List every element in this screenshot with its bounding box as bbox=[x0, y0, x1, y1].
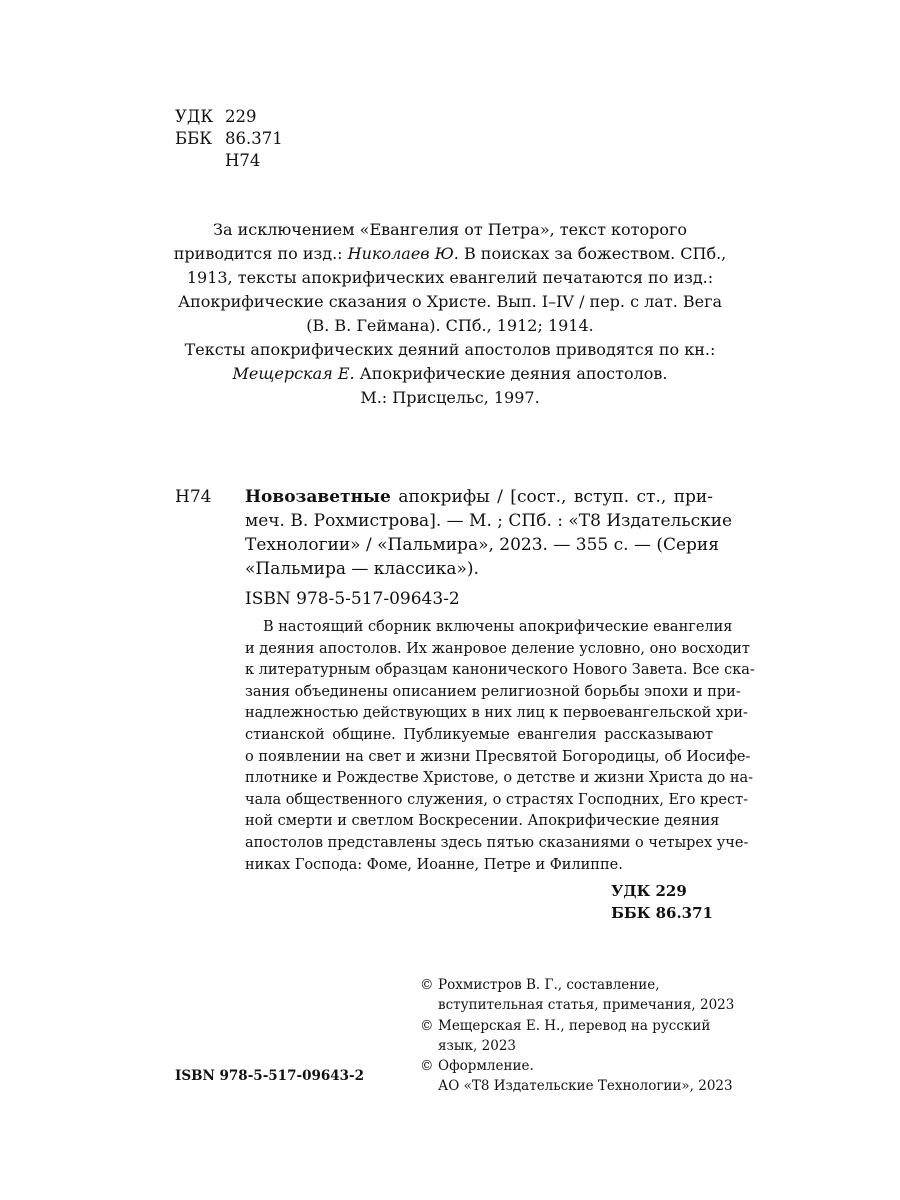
annotation-line: ной смерти и светлом Воскресении. Апокрифические деяния bbox=[245, 813, 720, 830]
note-line: Апокрифические сказания о Христе. Вып. I–IV / пер. с лат. Вега bbox=[177, 292, 723, 311]
annotation-line: и деяния апостолов. Их жанровое деление условно, оно восходит bbox=[245, 640, 750, 657]
annotation-line: о появлении на свет и жизни Пресвятой Богородицы, об Иосифе- bbox=[245, 748, 751, 765]
copyright-icon: © bbox=[420, 977, 434, 993]
annotation bbox=[245, 617, 755, 876]
copyright-item: © Рохмистров В. Г., составление, вступительная статья, примечания, 2023 bbox=[420, 975, 720, 1016]
annotation-line: надлежностью действующих в них лиц к первоевангельской хри- bbox=[245, 705, 748, 722]
copyright-item: © Мещерская Е. Н., перевод на русский язык, 2023 bbox=[420, 1016, 720, 1057]
copyright-block bbox=[420, 975, 735, 1097]
note-line: Мещерская Е. Апокрифические деяния апостолов. bbox=[232, 364, 668, 383]
bibliographic-entry bbox=[245, 485, 733, 581]
entry-line: Технологии» / «Пальмира», 2023. — 355 с. — (Серия bbox=[245, 535, 719, 555]
author-sign: Н74 bbox=[225, 151, 261, 170]
annotation-line: стианской общине. Публикуемые евангелия рассказывают bbox=[245, 726, 713, 743]
source-note bbox=[140, 218, 760, 410]
copyright-icon: © bbox=[420, 1017, 434, 1034]
entry-line: Новозаветные апокрифы / [сост., вступ. ст., при- bbox=[245, 487, 713, 507]
copyright-icon: © bbox=[420, 1058, 434, 1075]
note-line: 1913, тексты апокрифических евангелий печатаются по изд.: bbox=[186, 268, 714, 287]
bbk-bold: ББК 86.371 bbox=[611, 904, 713, 922]
classification-codes bbox=[175, 106, 283, 172]
annotation-line: плотнике и Рождестве Христове, о детстве и жизни Христа до на- bbox=[245, 770, 754, 787]
annotation-line: В настоящий сборник включены апокрифические евангелия bbox=[263, 619, 733, 635]
annotation-line: зания объединены описанием религиозной борьбы эпохи и при- bbox=[245, 683, 741, 700]
udk-bold: УДК 229 bbox=[611, 882, 687, 900]
note-line: За исключением «Евангелия от Петра», текст которого bbox=[212, 220, 688, 239]
udk-value: 229 bbox=[225, 107, 257, 126]
author-sign-row bbox=[175, 150, 283, 172]
annotation-line: к литературным образцам канонического Нового Завета. Все ска- bbox=[245, 662, 755, 679]
note-line: Тексты апокрифических деяний апостолов приводятся по кн.: bbox=[184, 340, 716, 359]
entry-line: меч. В. Рохмистрова]. — М. ; СПб. : «Т8 Издательские bbox=[245, 511, 733, 531]
note-author-nikolaev: Николаев Ю. bbox=[347, 244, 459, 263]
note-line: (В. В. Геймана). СПб., 1912; 1914. bbox=[306, 316, 594, 335]
entry-line: «Пальмира — классика»). bbox=[245, 559, 479, 579]
note-author-meshcherskaya: Мещерская Е. bbox=[232, 364, 355, 383]
entry-author-sign: Н74 bbox=[175, 487, 212, 507]
udk-label: УДК bbox=[175, 107, 214, 126]
udk-row bbox=[175, 106, 283, 128]
bbk-value: 86.371 bbox=[225, 129, 283, 148]
entry-isbn: ISBN 978-5-517-09643-2 bbox=[245, 589, 460, 609]
annotation-line: чала общественного служения, о страстях Господних, Его крест- bbox=[245, 791, 749, 808]
note-line: приводится по изд.: Николаев Ю. В поисках за божеством. СПб., bbox=[173, 244, 727, 263]
classification-codes-bold bbox=[611, 880, 713, 924]
bbk-row bbox=[175, 128, 283, 150]
bbk-label: ББК bbox=[175, 129, 213, 148]
copyright-item: © Оформление. АО «Т8 Издательские Технологии», 2023 bbox=[420, 1056, 720, 1097]
note-line: М.: Присцельс, 1997. bbox=[360, 388, 540, 407]
annotation-line: никах Господа: Фоме, Иоанне, Петре и Филиппе. bbox=[245, 856, 623, 873]
isbn-bottom: ISBN 978-5-517-09643-2 bbox=[175, 1068, 365, 1084]
entry-title: Новозаветные bbox=[245, 487, 391, 507]
annotation-line: апостолов представлены здесь пятью сказаниями о четырех уче- bbox=[245, 834, 749, 851]
